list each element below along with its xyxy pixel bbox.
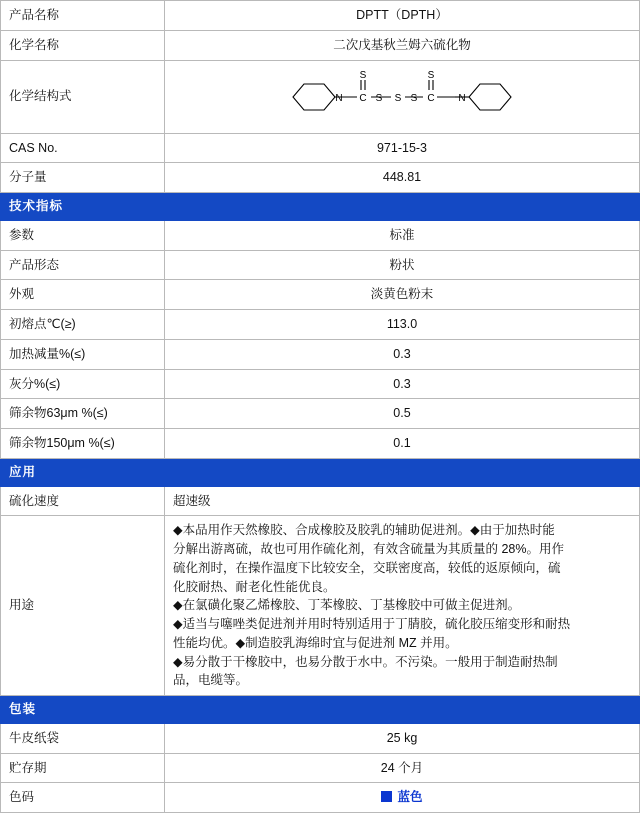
table-row [1, 30, 640, 60]
tech-value-6: 0.5 [165, 399, 640, 429]
tech-label-6: 筛余物63μm %(≤) [1, 399, 165, 429]
table-row [1, 133, 640, 163]
tech-label-5: 灰分%(≤) [1, 369, 165, 399]
chemical-structure-diagram [173, 66, 631, 128]
table-row [1, 429, 640, 459]
color-code-label: 色码 [1, 783, 165, 813]
usage-line-1: 分解出游离硫，故也可用作硫化剂，有效含硫量为其质量的 28%。用作 [173, 542, 564, 556]
tech-value-5: 0.3 [165, 369, 640, 399]
section-header-tech-label: 技术指标 [1, 193, 640, 221]
usage-line-2: 硫化剂时，在操作温度下比较安全，交联密度高，较低的返原倾向，硫 [173, 560, 561, 575]
tech-label-7: 筛余物150μm %(≤) [1, 429, 165, 459]
product-name-value: DPTT（DPTH） [165, 1, 640, 31]
svg-text:S: S [375, 92, 383, 104]
usage-line-6: 性能均优。◆制造胶乳海绵时宜与促进剂 MZ 并用。 [173, 635, 458, 650]
color-code-value [165, 783, 640, 813]
packing-value-1: 24 个月 [165, 753, 640, 783]
tech-value-4: 0.3 [165, 339, 640, 369]
color-code-text: 蓝色 [397, 790, 423, 805]
usage-line-7: ◆易分散于干橡胶中，也易分散于水中。不污染。一般用于制造耐热制 [173, 654, 558, 669]
color-swatch-icon [381, 791, 392, 802]
table-row [1, 783, 640, 813]
svg-text:C: C [427, 92, 435, 104]
tech-value-2: 淡黄色粉末 [165, 280, 640, 310]
molecular-weight-label: 分子量 [1, 163, 165, 193]
tech-value-1: 粉状 [165, 250, 640, 280]
section-header-packing [1, 696, 640, 724]
table-row [1, 723, 640, 753]
chemical-name-value: 二次戊基秋兰姆六硫化物 [165, 30, 640, 60]
packing-value-0: 25 kg [165, 723, 640, 753]
table-row [1, 486, 640, 516]
table-row [1, 310, 640, 340]
tech-label-4: 加热减量%(≤) [1, 339, 165, 369]
table-row [1, 220, 640, 250]
section-header-tech [1, 193, 640, 221]
svg-text:C: C [359, 92, 367, 104]
cure-speed-label: 硫化速度 [1, 486, 165, 516]
usage-line-3: 化胶耐热、耐老化性能优良。 [173, 579, 336, 594]
tech-value-3: 113.0 [165, 310, 640, 340]
molecular-weight-value: 448.81 [165, 163, 640, 193]
chemical-name-label: 化学名称 [1, 30, 165, 60]
structure-label: 化学结构式 [1, 60, 165, 133]
packing-label-1: 贮存期 [1, 753, 165, 783]
table-row [1, 369, 640, 399]
cas-label: CAS No. [1, 133, 165, 163]
tech-label-2: 外观 [1, 280, 165, 310]
svg-text:S: S [394, 92, 402, 104]
table-row [1, 339, 640, 369]
tech-label-1: 产品形态 [1, 250, 165, 280]
table-row [1, 250, 640, 280]
usage-value [165, 516, 640, 696]
svg-text:S: S [410, 92, 418, 104]
usage-line-5: ◆适当与噻唑类促进剂并用时特别适用于丁腈胶，硫化胶压缩变形和耐热 [173, 617, 571, 631]
table-row [1, 753, 640, 783]
usage-line-4: ◆在氯磺化聚乙烯橡胶、丁苯橡胶、丁基橡胶中可做主促进剂。 [173, 598, 521, 613]
packing-label-0: 牛皮纸袋 [1, 723, 165, 753]
table-row [1, 163, 640, 193]
usage-line-0: ◆本品用作天然橡胶、合成橡胶及胶乳的辅助促进剂。◆由于加热时能 [173, 523, 555, 538]
svg-text:S: S [427, 69, 435, 81]
section-header-packing-label: 包装 [1, 696, 640, 724]
usage-line-8: 品，电缆等。 [173, 673, 249, 688]
table-row [1, 60, 640, 133]
section-header-application [1, 458, 640, 486]
section-header-application-label: 应用 [1, 458, 640, 486]
svg-text:S: S [359, 69, 367, 81]
usage-label: 用途 [1, 516, 165, 696]
table-row [1, 399, 640, 429]
table-row [1, 1, 640, 31]
product-name-label: 产品名称 [1, 1, 165, 31]
tech-label-3: 初熔点℃(≥) [1, 310, 165, 340]
tech-value-0: 标准 [165, 220, 640, 250]
svg-text:N: N [458, 92, 466, 104]
svg-text:N: N [335, 92, 343, 104]
tech-value-7: 0.1 [165, 429, 640, 459]
structure-value [165, 60, 640, 133]
cure-speed-value: 超速级 [165, 486, 640, 516]
table-row [1, 280, 640, 310]
table-row [1, 516, 640, 696]
cas-value: 971-15-3 [165, 133, 640, 163]
tech-label-0: 参数 [1, 220, 165, 250]
